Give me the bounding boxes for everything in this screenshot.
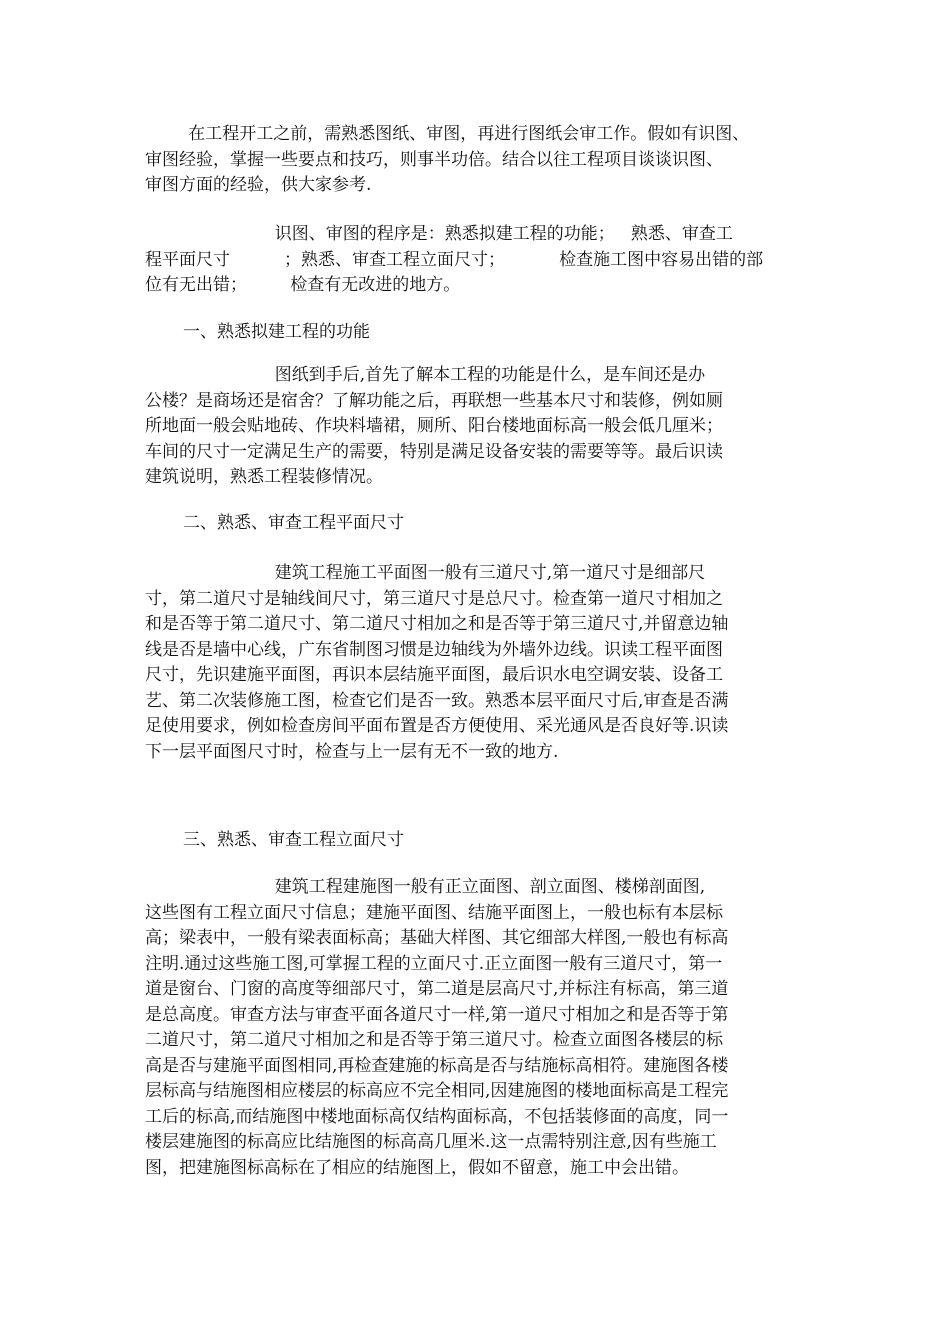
paragraph-line: 所地面一般会贴地砖、作块料墙裙，厕所、阳台楼地面标高一般会低几厘米；: [145, 416, 723, 436]
paragraph-line: 工后的标高,而结施图中楼地面标高仅结构面标高，不包括装修面的高度，同一: [145, 1106, 729, 1127]
paragraph-line: 是总高度。审查方法与审查平面各道尺寸一样,第一道尺寸相加之和是否等于第: [145, 1004, 729, 1025]
section2-paragraph: [145, 561, 817, 765]
section1-heading: 一、熟悉拟建工程的功能: [183, 322, 370, 342]
paragraph-line: 公楼？是商场还是宿舍？了解功能之后，再联想一些基本尺寸和装修，例如厕: [145, 390, 723, 411]
paragraph-line: 高是否与建施平面图相同,再检查建施的标高是否与结施标高相符。建施图各楼: [145, 1055, 729, 1076]
paragraph-line: 道是窗台、门窗的高度等细部尺寸，第二道是层高尺寸,并标注有标高，第三道: [145, 979, 729, 999]
paragraph-line: 足使用要求，例如检查房间平面布置是否方便使用、采光通风是否良好等.识读: [145, 716, 729, 736]
section2-heading: 二、熟悉、审查工程平面尺寸: [183, 513, 404, 533]
paragraph-line: 寸，第二道尺寸是轴线间尺寸，第三道尺寸是总尺寸。检查第一道尺寸相加之: [145, 588, 723, 609]
paragraph-line: 位有无出错； 检查有无改进的地方。: [145, 275, 461, 295]
paragraph-line: 程平面尺寸 ；熟悉、审查工程立面尺寸； 检查施工图中容易出错的部: [145, 249, 764, 270]
paragraph-line: 和是否等于第二道尺寸、第二道尺寸相加之和是否等于第三道尺寸,并留意边轴: [145, 614, 729, 634]
paragraph-line: 车间的尺寸一定满足生产的需要，特别是满足设备安装的需要等等。最后识读: [145, 441, 723, 462]
section3-heading: 三、熟悉、审查工程立面尺寸: [183, 830, 404, 850]
paragraph-line: 图，把建施图标高标在了相应的结施图上，假如不留意，施工中会出错。: [145, 1157, 689, 1178]
paragraph-line: 注明.通过这些施工图,可掌握工程的立面尺寸.正立面图一般有三道尺寸，第一: [145, 953, 723, 974]
paragraph-line: 在工程开工之前，需熟悉图纸、审图，再进行图纸会审工作。假如有识图、: [145, 124, 750, 144]
paragraph-line: 层标高与结施图相应楼层的标高应不完全相同,因建施图的楼地面标高是工程完: [145, 1081, 729, 1101]
paragraph-line: 识图、审图的程序是：熟悉拟建工程的功能； 熟悉、审查工: [145, 224, 733, 244]
intro-paragraph: [145, 122, 817, 199]
paragraph-line: 建筑工程建施图一般有正立面图、剖立面图、楼梯剖面图,: [145, 877, 706, 897]
paragraph-line: 下一层平面图尺寸时，检查与上一层有无不一致的地方.: [145, 741, 559, 762]
paragraph-line: 线是否是墙中心线，广东省制图习惯是边轴线为外墙外边线。识读工程平面图: [145, 639, 723, 660]
paragraph-line: 审图经验，掌握一些要点和技巧，则事半功倍。结合以往工程项目谈谈识图、: [145, 149, 723, 170]
paragraph-line: 审图方面的经验，供大家参考.: [145, 175, 372, 195]
paragraph-line: 二道尺寸，第二道尺寸相加之和是否等于第三道尺寸。检查立面图各楼层的标: [145, 1030, 723, 1050]
procedure-paragraph: [145, 222, 817, 299]
paragraph-line: 尺寸，先识建施平面图，再识本层结施平面图，最后识水电空调安装、设备工: [145, 665, 723, 685]
paragraph-line: 这些图有工程立面尺寸信息；建施平面图、结施平面图上，一般也标有本层标: [145, 902, 723, 923]
paragraph-line: 高；梁表中，一般有梁表面标高；基础大样图、其它细部大样图,一般也有标高: [145, 928, 729, 948]
section3-paragraph: [145, 875, 817, 1181]
paragraph-line: 建筑说明，熟悉工程装修情况。: [145, 467, 383, 487]
paragraph-line: 图纸到手后,首先了解本工程的功能是什么，是车间还是办: [145, 365, 706, 385]
paragraph-line: 楼层建施图的标高应比结施图的标高高几厘米.这一点需特别注意,因有些施工: [145, 1132, 717, 1152]
paragraph-line: 艺、第二次装修施工图，检查它们是否一致。熟悉本层平面尺寸后,审查是否满: [145, 690, 729, 711]
paragraph-line: 建筑工程施工平面图一般有三道尺寸,第一道尺寸是细部尺: [145, 563, 706, 583]
section1-paragraph: [145, 363, 817, 491]
